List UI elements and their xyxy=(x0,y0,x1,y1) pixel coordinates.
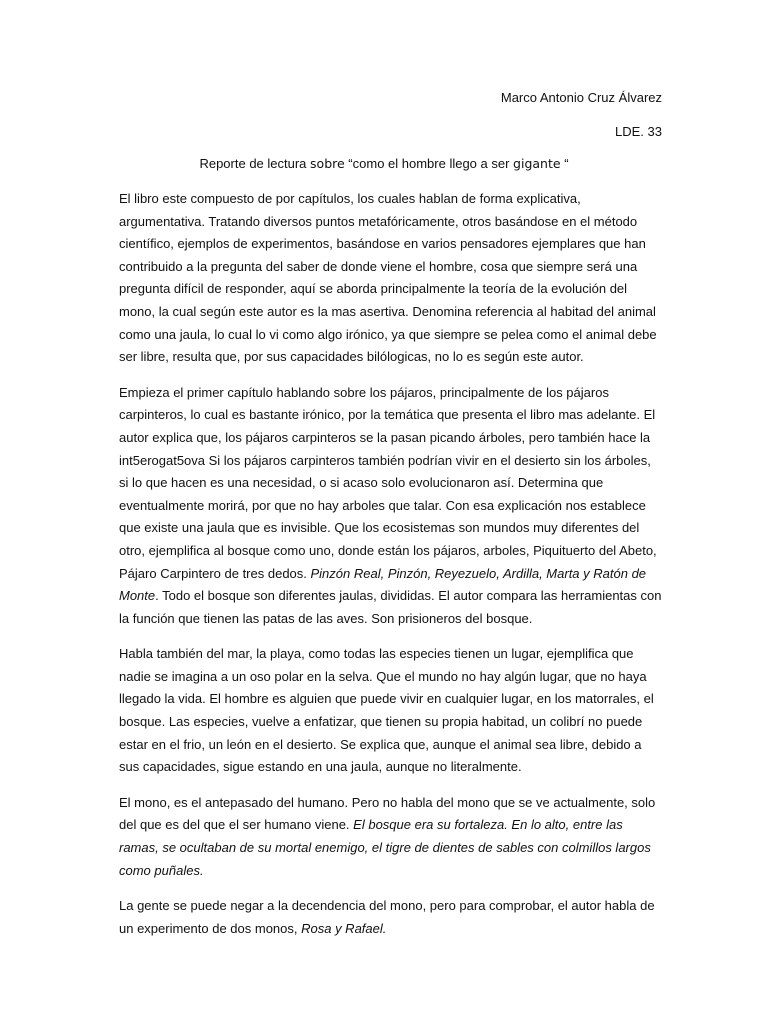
paragraph-2-italic-birds: Pinzón Real, Pinzón, Reyezuelo, Ardilla, Marta y Ratón de Monte xyxy=(119,565,647,604)
paragraph-4 xyxy=(119,792,662,882)
paragraph-2-text-c: . Todo el bosque son diferentes jaulas, divididas. El autor compara las herramientas con la función que tienen las patas de las aves. Son prisioneros del bosque. xyxy=(119,588,662,626)
title-text-3: “como el hombre llego a ser xyxy=(344,156,514,171)
document-body xyxy=(119,188,662,953)
title-text-2: sobre xyxy=(310,156,345,171)
report-title xyxy=(0,156,768,171)
paragraph-2-text-a: Empieza el primer capítulo hablando sobre los pájaros, principalmente de los pájaros carpinteros, lo cual es bastante irónico, por la temática que presenta el libro mas adelante. El autor explica que, los pájaros carpinteros se la pasan picando árboles, pero también hace la int5erogat5ova Si los pájaros carpinteros también podrían vivir en el desierto sin los árboles, si lo que hacen es una necesidad, o si acaso solo evolucionaron así. Determina que eventualmente morirá, por que no hay arboles que talar. Con esa explicación nos establece que existe una jaula que es invisible. Que los ecosistemas son mundos muy diferentes del otro, ejemplifica al bosque como uno, donde están los pájaros, arboles, Piquituerto del Abeto, Pájaro Carpintero de tres dedos. xyxy=(119,384,657,581)
paragraph-5-italic-names: Rosa y Rafael. xyxy=(301,920,387,936)
paragraph-5 xyxy=(119,895,662,940)
paragraph-4-text-a: El mono, es el antepasado del humano. Pero no habla del mono que se ve actualmente, solo del que es del que el ser humano viene. xyxy=(119,794,656,833)
group-code: LDE. 33 xyxy=(615,124,662,139)
author-name: Marco Antonio Cruz Álvarez xyxy=(500,90,662,105)
paragraph-3: Habla también del mar, la playa, como todas las especies tienen un lugar, ejemplifica que nadie se imagina a un oso polar en la selva. Que el mundo no hay algún lugar, que no haya llegado la vida. El hombre es alguien que puede vivir en cualquier lugar, en los matorrales, el bosque. Las especies, vuelve a enfatizar, que tienen su propia habitad, un colibrí no puede estar en el frio, un león en el desierto. Se explica que, aunque el animal sea libre, debido a sus capacidades, sigue estando en una jaula, aunque no literalmente. xyxy=(119,646,654,775)
title-text-5: “ xyxy=(560,156,569,171)
paragraph-2 xyxy=(119,382,662,631)
title-text-4: gigante xyxy=(513,156,561,171)
paragraph-1: El libro este compuesto de por capítulos, los cuales hablan de forma explicativa, argumentativa. Tratando diversos puntos metafóricamente, otros basándose en el método científico, ejemplos de experimentos, basándose en varios pensadores ejemplares que han contribuido a la pregunta del saber de donde viene el hombre, cosa que siempre será una pregunta difícil de responder, aquí se aborda principalmente la teoría de la evolución del mono, la cual según este autor es la mas asertiva. Denomina referencia al habitad del animal como una jaula, lo cual lo vi como algo irónico, ya que siempre se pelea como el animal debe ser libre, resulta que, por sus capacidades bilólogicas, no lo es según este autor. xyxy=(119,191,657,365)
title-text-1: Reporte de lectura xyxy=(199,156,311,171)
paragraph-4-italic-quote: El bosque era su fortaleza. En lo alto, entre las ramas, se ocultaban de su mortal enemigo, el tigre de dientes de sables con colmillos largos como puñales. xyxy=(119,817,651,878)
paragraph-5-text-a: La gente se puede negar a la decendencia del mono, pero para comprobar, el autor habla de un experimento de dos monos, xyxy=(119,898,655,936)
